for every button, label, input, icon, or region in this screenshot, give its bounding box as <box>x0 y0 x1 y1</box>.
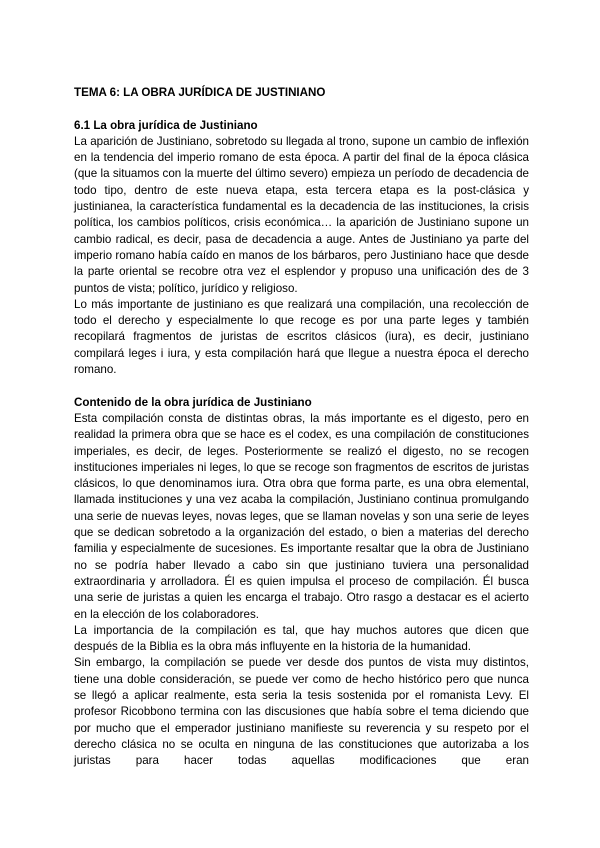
paragraph: La aparición de Justiniano, sobretodo su llegada al trono, supone un cambio de inflexión en la tendencia del imperio romano de esta época. A partir del final de la época clásica (que la situamos con la muerte del último severo) empieza un período de decadencia de todo tipo, dentro de este nueva etapa, esta tercera etapa es la post-clásica y justinianea, la característica fundamental es la decadencia de las instituciones, la crisis política, los cambios políticos, crisis económica… la aparición de Justiniano supone un cambio radical, es decir, pasa de decadencia a auge. Antes de Justiniano ya parte del imperio romano había caído en manos de los bárbaros, pero Justiniano hace que desde la parte oriental se recobre otra vez el esplendor y propuso una unificación des de 3 puntos de vista; político, jurídico y religioso. <box>74 134 529 295</box>
spacer <box>74 378 529 394</box>
paragraph: La importancia de la compilación es tal, que hay muchos autores que dicen que después de la Biblia es la obra más influyente en la historia de la humanidad. <box>74 623 529 654</box>
spacer <box>74 101 529 117</box>
document-page <box>74 85 529 769</box>
section-heading-contenido: Contenido de la obra jurídica de Justiniano <box>74 395 312 409</box>
paragraph: Esta compilación consta de distintas obras, la más importante es el digesto, pero en realidad la primera obra que se hace es el codex, es una compilación de constituciones imperiales, es decir, de leges. Posteriormente se realizó el digesto, no se recogen instituciones imperiales ni leges, lo que se recoge son fragmentos de escritos de juristas clásicos, lo que denominamos iura. Otra obra que forma parte, es una obra elemental, llamada instituciones y una vez acaba la compilación, Justiniano continua promulgando una serie de nuevas leyes, novas leges, que se llaman novelas y son una serie de leyes que se dedican sobretodo a la organización del estado, o bien a materias del derecho familia y especialmente de sucesiones. Es importante resaltar que la obra de Justiniano no se podría haber llevado a cabo sin que justiniano tuviera una personalidad extraordinaria y arrolladora. Él es quien impulsa el proceso de compilación. Él busca una serie de juristas a quien les encarga el trabajo. Otro rasgo a destacar es el acierto en la elección de los colaboradores. <box>74 411 529 621</box>
paragraph: Lo más importante de justiniano es que realizará una compilación, una recolección de todo el derecho y especialmente lo que recoge es por una parte leges y también recopilará fragmentos de juristas de escritos clásicos (iura), es decir, justiniano compilará leges i iura, y esta compilación hará que llegue a nuestra época el derecho romano. <box>74 297 529 377</box>
paragraph: Sin embargo, la compilación se puede ver desde dos puntos de vista muy distintos, tiene una doble consideración, se puede ver como de hecho histórico pero que nunca se llegó a aplicar realmente, esta seria la tesis sostenida por el romanista Levy. El profesor Ricobbono termina con las discusiones que había sobre el tema diciendo que por mucho que el emperador justiniano manifieste su reverencia y su respeto por el derecho clásica no se oculta en ninguna de las constituciones que autorizaba a los juristas para hacer todas aquellas modificaciones que eran <box>74 656 529 768</box>
section-heading-obra-juridica: 6.1 La obra jurídica de Justiniano <box>74 118 258 132</box>
document-title: TEMA 6: LA OBRA JURÍDICA DE JUSTINIANO <box>74 86 326 99</box>
